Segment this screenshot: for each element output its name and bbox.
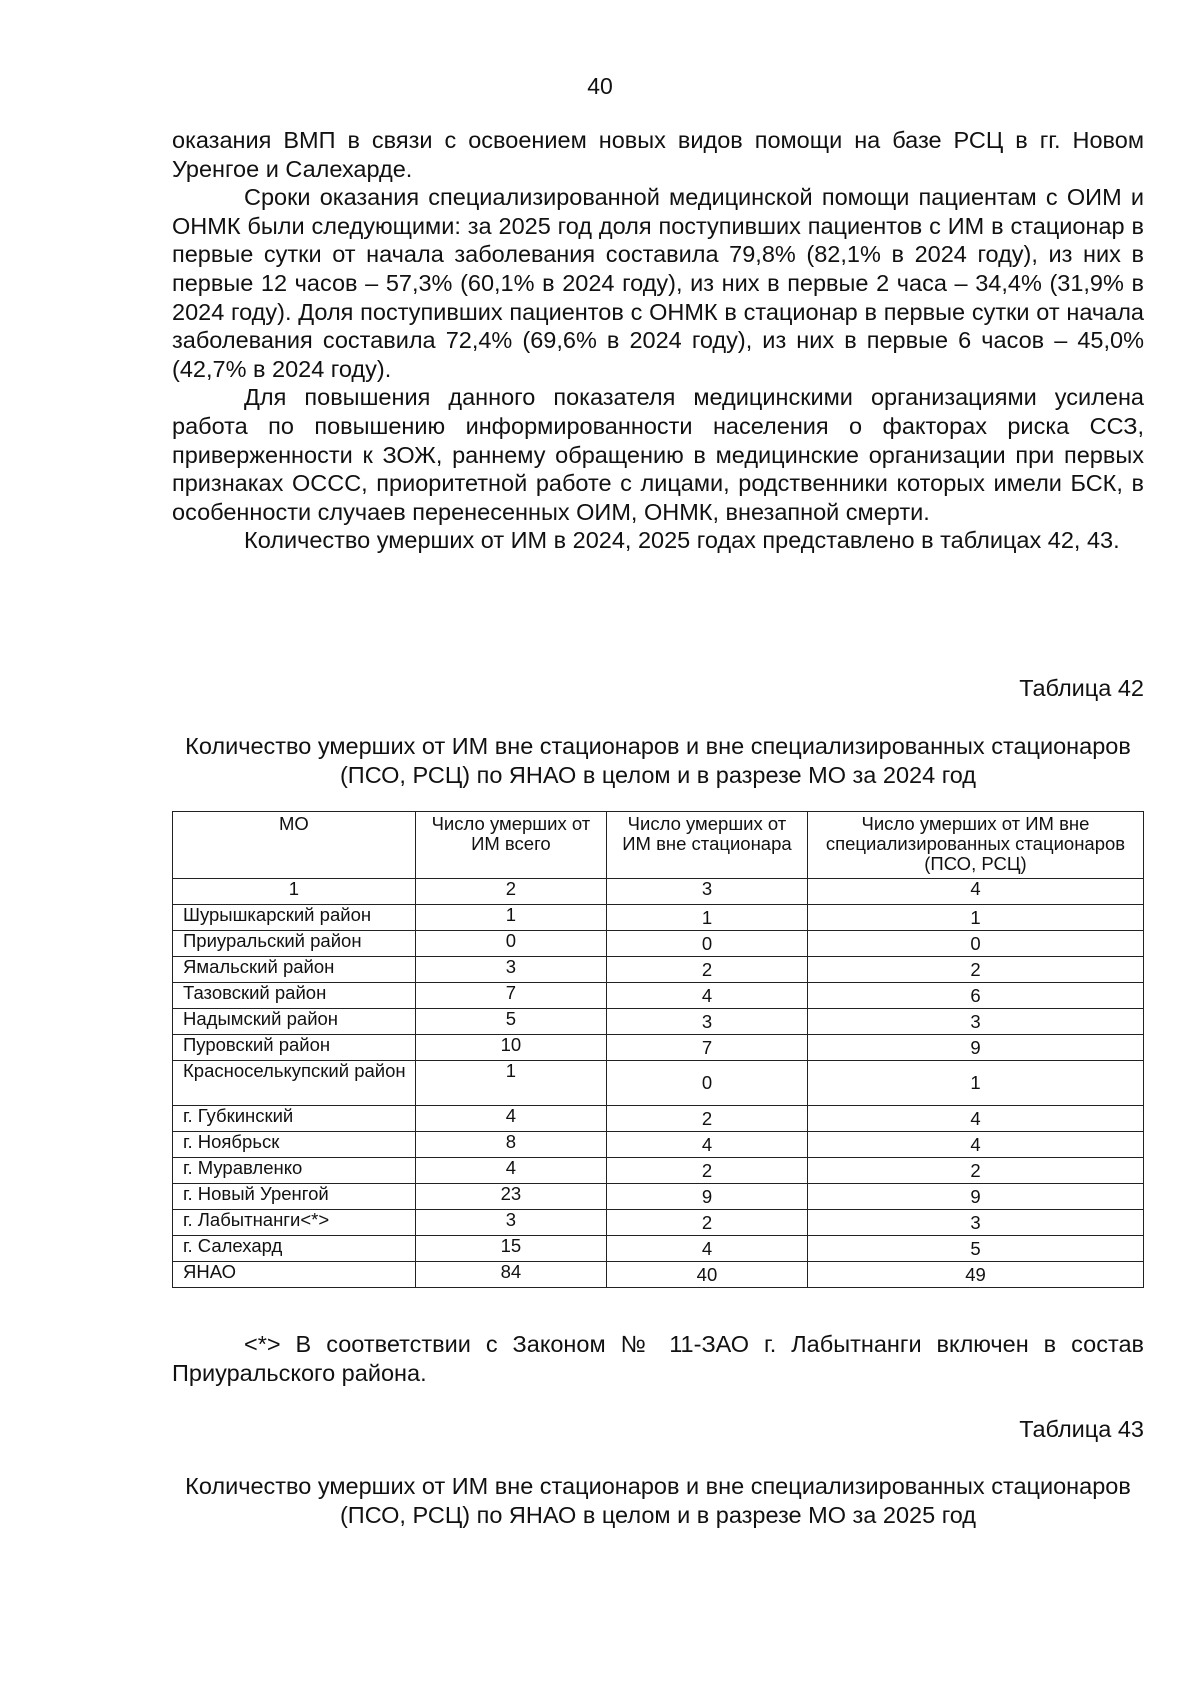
mo-name: ЯНАО bbox=[173, 1262, 416, 1288]
table-row bbox=[173, 983, 1144, 1009]
header-out-of-hospital-deaths: Число умерших от ИМ вне стационара bbox=[606, 812, 807, 879]
column-number: 4 bbox=[807, 879, 1143, 905]
out-of-hospital-deaths: 4 bbox=[606, 983, 807, 1009]
total-deaths: 15 bbox=[415, 1236, 606, 1262]
table-42-title: Количество умерших от ИМ вне стационаров и вне специализированных стационаров (ПСО, РСЦ) по ЯНАО в целом и в разрезе МО за 2024 год bbox=[185, 733, 1131, 788]
out-of-hospital-deaths: 2 bbox=[606, 1210, 807, 1236]
table-row bbox=[173, 1210, 1144, 1236]
paragraph-continuation: оказания ВМП в связи с освоением новых видов помощи на базе РСЦ в гг. Новом Уренгое и Салехарде. bbox=[172, 127, 1144, 182]
out-of-specialized-deaths: 49 bbox=[807, 1262, 1143, 1288]
table-42-caption: Таблица 42 bbox=[1019, 675, 1144, 701]
out-of-specialized-deaths: 4 bbox=[807, 1106, 1143, 1132]
table-row bbox=[173, 957, 1144, 983]
out-of-hospital-deaths: 2 bbox=[606, 1106, 807, 1132]
total-deaths: 1 bbox=[415, 1061, 606, 1106]
total-deaths: 3 bbox=[415, 1210, 606, 1236]
header-mo: МО bbox=[173, 812, 416, 879]
table-row bbox=[173, 1106, 1144, 1132]
total-deaths: 8 bbox=[415, 1132, 606, 1158]
total-deaths: 23 bbox=[415, 1184, 606, 1210]
mo-name: Красноселькупский район bbox=[173, 1061, 416, 1106]
out-of-specialized-deaths: 1 bbox=[807, 1061, 1143, 1106]
out-of-hospital-deaths: 4 bbox=[606, 1132, 807, 1158]
total-deaths: 7 bbox=[415, 983, 606, 1009]
out-of-specialized-deaths: 2 bbox=[807, 1158, 1143, 1184]
total-deaths: 3 bbox=[415, 957, 606, 983]
table-row bbox=[173, 1009, 1144, 1035]
table-row bbox=[173, 1158, 1144, 1184]
mo-name: Пуровский район bbox=[173, 1035, 416, 1061]
out-of-hospital-deaths: 1 bbox=[606, 905, 807, 931]
mo-name: Шурышкарский район bbox=[173, 905, 416, 931]
table-row bbox=[173, 931, 1144, 957]
out-of-specialized-deaths: 2 bbox=[807, 957, 1143, 983]
column-number: 2 bbox=[415, 879, 606, 905]
mo-name: Приуральский район bbox=[173, 931, 416, 957]
footnote: <*> В соответствии с Законом № 11-ЗАО г. Лабытнанги включен в состав Приуральского района. bbox=[172, 1331, 1144, 1386]
out-of-specialized-deaths: 6 bbox=[807, 983, 1143, 1009]
out-of-specialized-deaths: 3 bbox=[807, 1009, 1143, 1035]
out-of-specialized-deaths: 5 bbox=[807, 1236, 1143, 1262]
table-42 bbox=[172, 811, 1144, 1288]
out-of-hospital-deaths: 3 bbox=[606, 1009, 807, 1035]
table-row bbox=[173, 1035, 1144, 1061]
column-number-row bbox=[173, 879, 1144, 905]
out-of-specialized-deaths: 0 bbox=[807, 931, 1143, 957]
out-of-hospital-deaths: 9 bbox=[606, 1184, 807, 1210]
out-of-specialized-deaths: 4 bbox=[807, 1132, 1143, 1158]
out-of-hospital-deaths: 40 bbox=[606, 1262, 807, 1288]
mo-name: г. Лабытнанги<*> bbox=[173, 1210, 416, 1236]
out-of-specialized-deaths: 3 bbox=[807, 1210, 1143, 1236]
total-deaths: 5 bbox=[415, 1009, 606, 1035]
out-of-hospital-deaths: 4 bbox=[606, 1236, 807, 1262]
table-row bbox=[173, 1236, 1144, 1262]
mo-name: г. Салехард bbox=[173, 1236, 416, 1262]
table-43-title: Количество умерших от ИМ вне стационаров и вне специализированных стационаров (ПСО, РСЦ) по ЯНАО в целом и в разрезе МО за 2025 год bbox=[185, 1473, 1131, 1528]
out-of-specialized-deaths: 9 bbox=[807, 1035, 1143, 1061]
total-deaths: 0 bbox=[415, 931, 606, 957]
header-out-of-specialized-deaths: Число умерших от ИМ вне специализированных стационаров (ПСО, РСЦ) bbox=[807, 812, 1143, 879]
mo-name: Надымский район bbox=[173, 1009, 416, 1035]
total-deaths: 84 bbox=[415, 1262, 606, 1288]
paragraph-table-reference: Количество умерших от ИМ в 2024, 2025 годах представлено в таблицах 42, 43. bbox=[244, 527, 1120, 554]
table-total-row bbox=[173, 1262, 1144, 1288]
total-deaths: 4 bbox=[415, 1106, 606, 1132]
header-total-deaths: Число умерших от ИМ всего bbox=[415, 812, 606, 879]
body-text bbox=[172, 126, 1144, 555]
out-of-specialized-deaths: 9 bbox=[807, 1184, 1143, 1210]
mo-name: г. Губкинский bbox=[173, 1106, 416, 1132]
mo-name: г. Муравленко bbox=[173, 1158, 416, 1184]
column-number: 3 bbox=[606, 879, 807, 905]
table-header-row bbox=[173, 812, 1144, 879]
paragraph-treatment-timing: Сроки оказания специализированной медицинской помощи пациентам с ОИМ и ОНМК были следующими: за 2025 год доля поступивших пациентов с ИМ в стационар в первые сутки от начала заболевания составила 79,8% (82,1% в 2024 году), из них в первые 12 часов – 57,3% (60,1% в 2024 году), из них в первые 2 часа – 34,4% (31,9% в 2024 году). Доля поступивших пациентов с ОНМК в стационар в первые сутки от начала заболевания составила 72,4% (69,6% в 2024 году), из них в первые 6 часов – 45,0% (42,7% в 2024 году). bbox=[172, 184, 1144, 382]
mo-name: г. Новый Уренгой bbox=[173, 1184, 416, 1210]
table-row bbox=[173, 1184, 1144, 1210]
table-row bbox=[173, 1061, 1144, 1106]
out-of-hospital-deaths: 7 bbox=[606, 1035, 807, 1061]
column-number: 1 bbox=[173, 879, 416, 905]
total-deaths: 10 bbox=[415, 1035, 606, 1061]
out-of-specialized-deaths: 1 bbox=[807, 905, 1143, 931]
mo-name: Ямальский район bbox=[173, 957, 416, 983]
mo-name: Тазовский район bbox=[173, 983, 416, 1009]
out-of-hospital-deaths: 2 bbox=[606, 957, 807, 983]
paragraph-measures: Для повышения данного показателя медицинскими организациями усилена работа по повышению информированности населения о факторах риска ССЗ, приверженности к ЗОЖ, раннему обращению в медицинские организации при первых признаках ОССС, приоритетной работе с лицами, родственники которых имели БСК, в особенности случаев перенесенных ОИМ, ОНМК, внезапной смерти. bbox=[172, 384, 1144, 525]
footnote-block bbox=[172, 1330, 1144, 1387]
table-row bbox=[173, 1132, 1144, 1158]
out-of-hospital-deaths: 0 bbox=[606, 1061, 807, 1106]
page-number: 40 bbox=[587, 73, 613, 99]
out-of-hospital-deaths: 0 bbox=[606, 931, 807, 957]
total-deaths: 4 bbox=[415, 1158, 606, 1184]
table-43-caption: Таблица 43 bbox=[1019, 1416, 1144, 1442]
mo-name: г. Ноябрьск bbox=[173, 1132, 416, 1158]
total-deaths: 1 bbox=[415, 905, 606, 931]
out-of-hospital-deaths: 2 bbox=[606, 1158, 807, 1184]
table-row bbox=[173, 905, 1144, 931]
